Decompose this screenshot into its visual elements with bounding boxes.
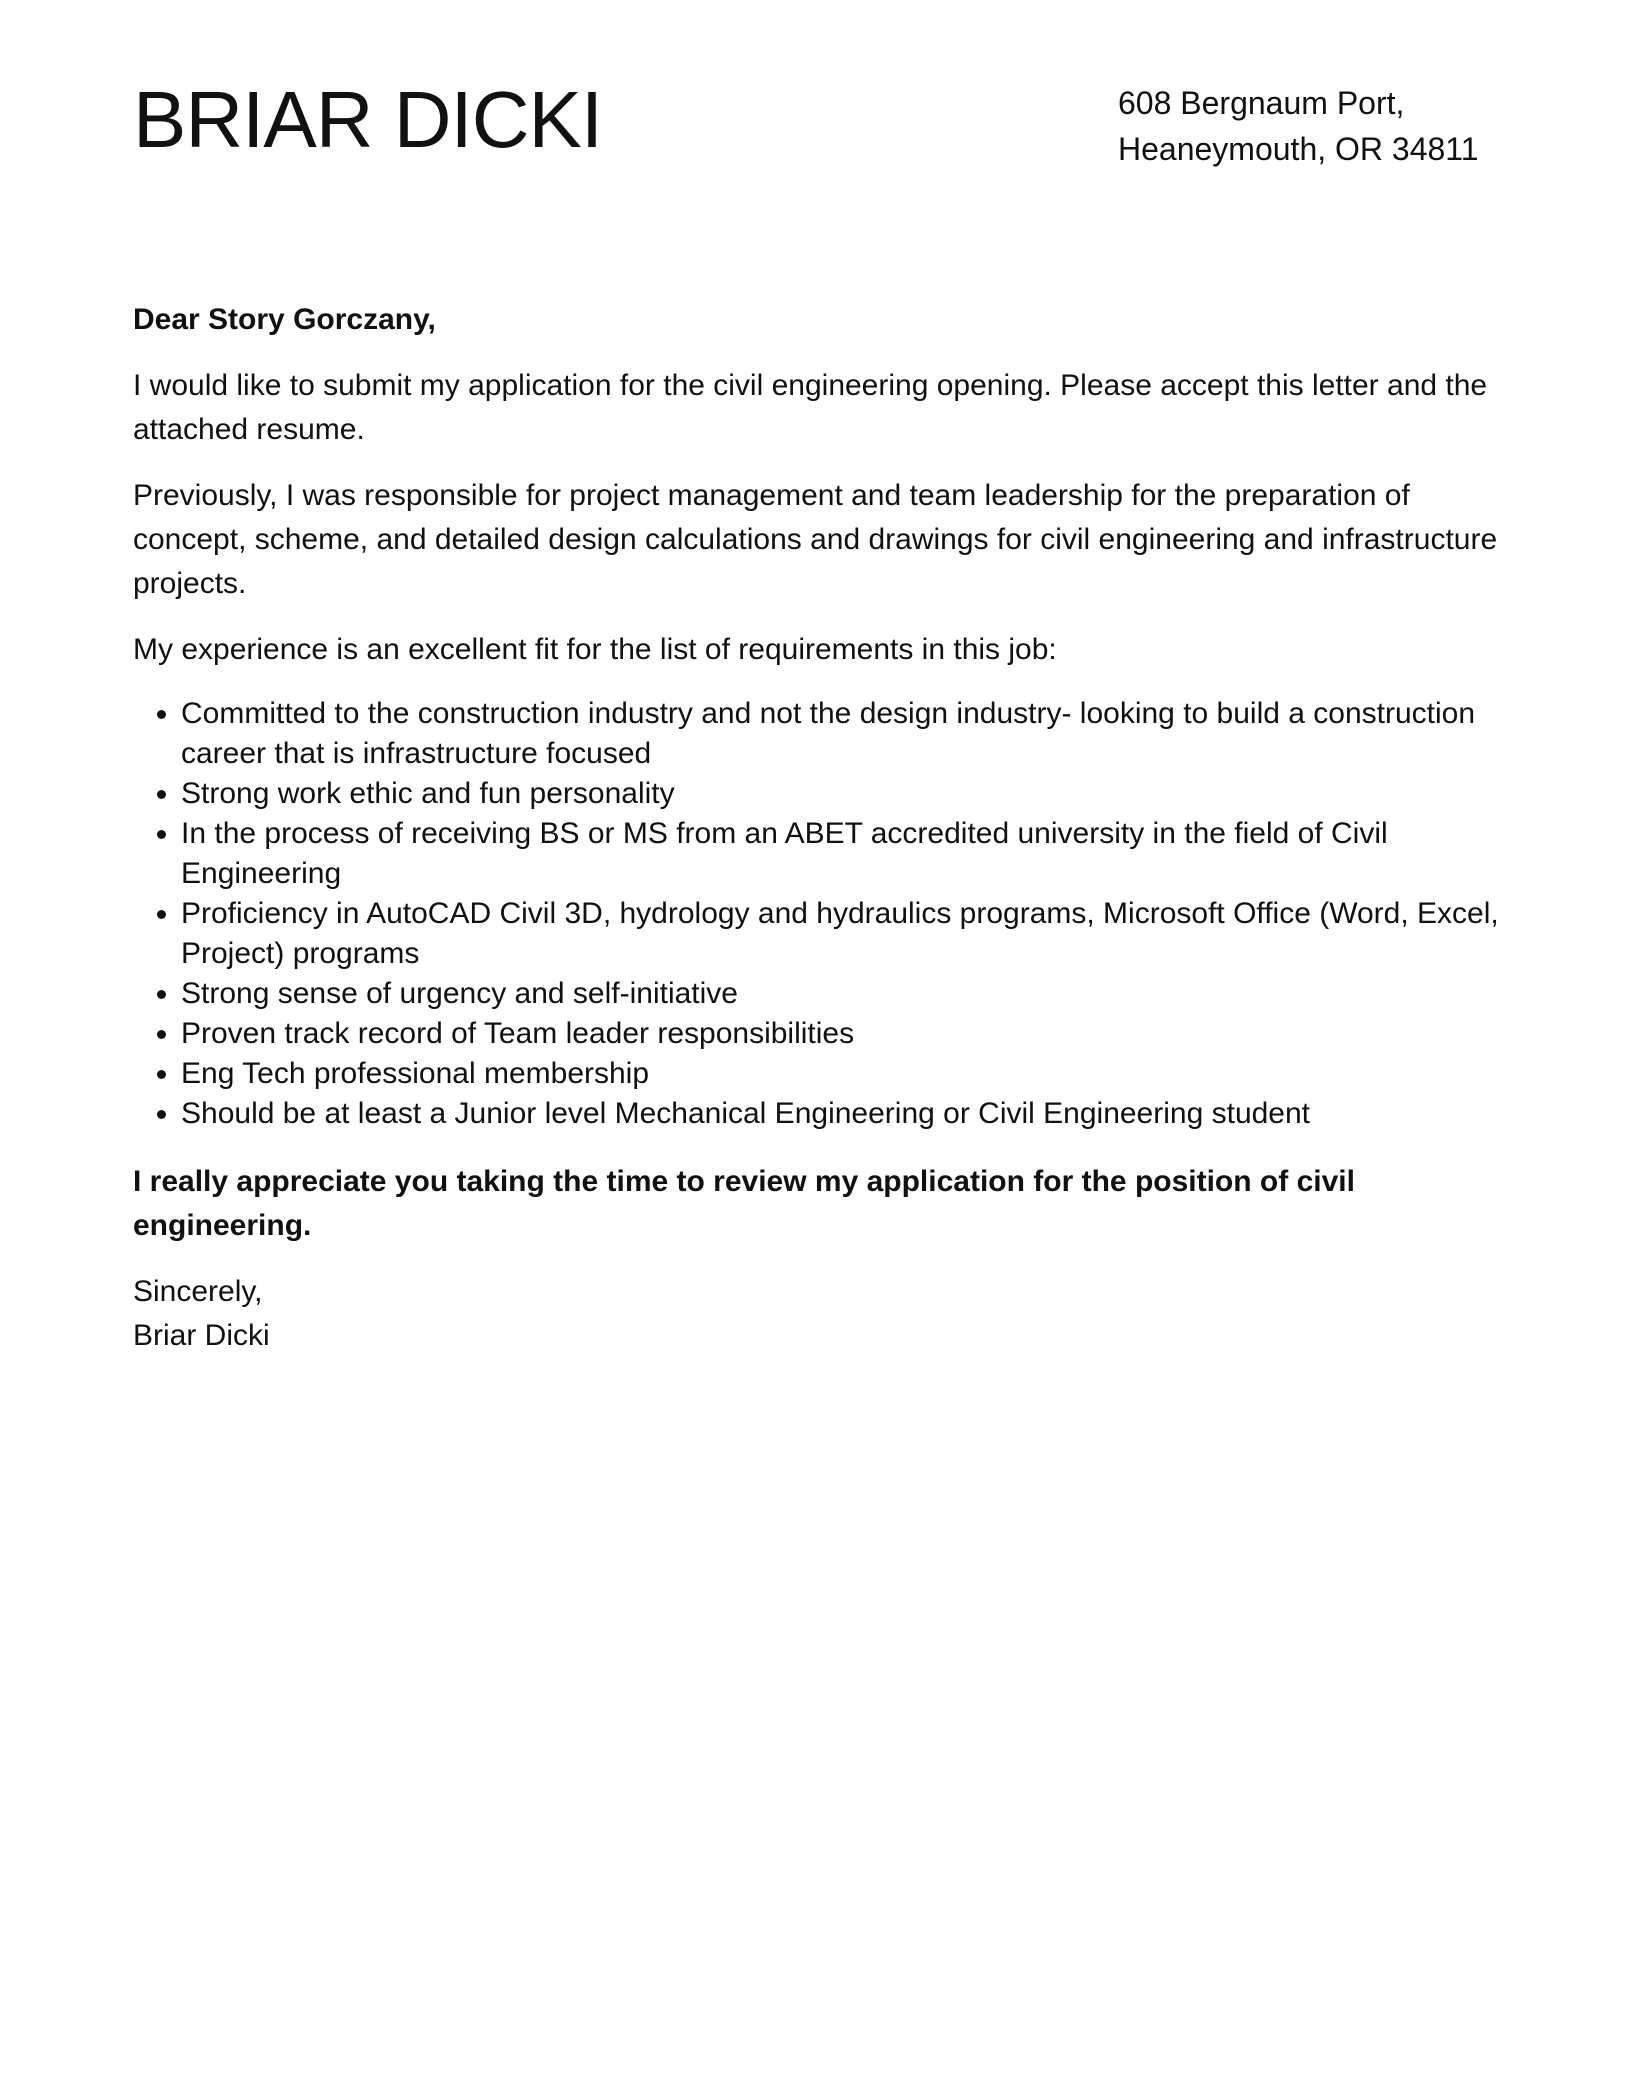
experience-paragraph: Previously, I was responsible for project management and team leadership for the preparation of concept, scheme, and detailed design calculations and drawings for civil engineering and infrastructure projects. — [133, 479, 1498, 600]
letter-body — [133, 298, 1503, 1358]
list-item: • Should be at least a Junior level Mechanical Engineering or Civil Engineering student — [181, 1094, 1503, 1134]
address-line-1: 608 Bergnaum Port, — [1118, 85, 1405, 121]
list-item: • Eng Tech professional membership — [181, 1054, 1503, 1094]
intro-paragraph: I would like to submit my application for the civil engineering opening. Please accept this letter and the attached resume. — [133, 369, 1488, 446]
list-item: • Strong sense of urgency and self-initiative — [181, 974, 1503, 1014]
list-item: • Committed to the construction industry and not the design industry- looking to build a construction career that is infrastructure focused — [181, 694, 1503, 774]
signoff-block — [133, 1270, 1503, 1358]
closing-paragraph: I really appreciate you taking the time to review my application for the position of civil engineering. — [133, 1165, 1355, 1242]
applicant-address — [1118, 80, 1479, 172]
salutation: Dear Story Gorczany, — [133, 303, 436, 336]
list-item: • In the process of receiving BS or MS from an ABET accredited university in the field of Civil Engineering — [181, 814, 1503, 894]
applicant-name: BRIAR DICKI — [133, 75, 603, 164]
list-item: • Proven track record of Team leader responsibilities — [181, 1014, 1503, 1054]
requirements-list — [133, 694, 1503, 1134]
list-item: • Strong work ethic and fun personality — [181, 774, 1503, 814]
address-line-2: Heaneymouth, OR 34811 — [1118, 131, 1479, 167]
signoff: Sincerely, — [133, 1275, 263, 1308]
list-item: • Proficiency in AutoCAD Civil 3D, hydrology and hydraulics programs, Microsoft Office (Word, Excel, Project) programs — [181, 894, 1503, 974]
signature-name: Briar Dicki — [133, 1319, 270, 1352]
fit-lead-paragraph: My experience is an excellent fit for the list of requirements in this job: — [133, 633, 1057, 666]
